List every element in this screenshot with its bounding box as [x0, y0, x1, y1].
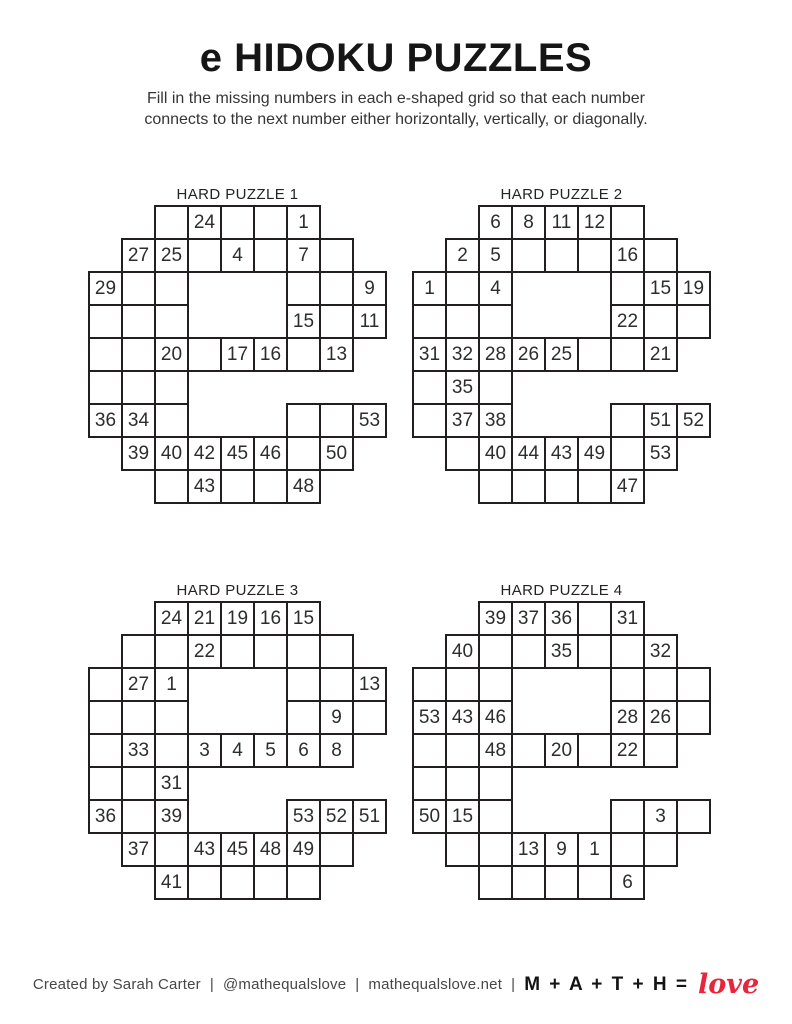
- puzzle-1-cell-r8c2[interactable]: [154, 469, 189, 504]
- puzzle-3-cell-r0c3: 21: [187, 601, 222, 636]
- puzzle-1-cell-r7c2: 40: [154, 436, 189, 471]
- puzzle-4-cell-r2c7[interactable]: [643, 667, 678, 702]
- puzzle-2-cell-r0c5: 12: [577, 205, 612, 240]
- puzzle-2-cell-r8c6: 47: [610, 469, 645, 504]
- puzzle-1-grid: [88, 205, 387, 504]
- puzzle-1-cell-r6c8: 53: [352, 403, 387, 438]
- puzzle-2-cell-r7c3: 44: [511, 436, 546, 471]
- puzzle-2-cell-r6c8: 52: [676, 403, 711, 438]
- puzzle-2-cell-r4c0: 31: [412, 337, 447, 372]
- puzzle-4-cell-r8c2[interactable]: [478, 865, 513, 900]
- footer: [0, 971, 792, 998]
- puzzle-3-cell-r6c2: 39: [154, 799, 189, 834]
- puzzle-2-cell-r0c6[interactable]: [610, 205, 645, 240]
- puzzle-1-cell-r2c1[interactable]: [121, 271, 156, 306]
- puzzle-4-cell-r0c4: 36: [544, 601, 579, 636]
- puzzle-1-cell-r7c6[interactable]: [286, 436, 321, 471]
- puzzle-1-cell-r3c1[interactable]: [121, 304, 156, 339]
- puzzle-1-cell-r6c2[interactable]: [154, 403, 189, 438]
- credit-text: Created by Sarah Carter: [32, 976, 201, 993]
- puzzle-4: [412, 582, 711, 900]
- puzzle-1-cell-r3c2[interactable]: [154, 304, 189, 339]
- puzzle-1-cell-r3c7[interactable]: [319, 304, 354, 339]
- puzzle-4-cell-r5c2[interactable]: [478, 766, 513, 801]
- puzzle-3-cell-r4c2[interactable]: [154, 733, 189, 768]
- separator: |: [209, 976, 214, 993]
- puzzle-2-cell-r7c5: 49: [577, 436, 612, 471]
- puzzle-4-cell-r4c4: 20: [544, 733, 579, 768]
- puzzle-3-cell-r2c8: 13: [352, 667, 387, 702]
- puzzle-4-cell-r6c6[interactable]: [610, 799, 645, 834]
- puzzle-3-cell-r4c5: 5: [253, 733, 288, 768]
- puzzle-2-cell-r3c7[interactable]: [643, 304, 678, 339]
- puzzle-4-cell-r2c8[interactable]: [676, 667, 711, 702]
- puzzle-1-cell-r4c3[interactable]: [187, 337, 222, 372]
- puzzle-1-cell-r7c3: 42: [187, 436, 222, 471]
- puzzle-4-cell-r2c0[interactable]: [412, 667, 447, 702]
- puzzle-4-cell-r0c6: 31: [610, 601, 645, 636]
- puzzle-3-cell-r4c7: 8: [319, 733, 354, 768]
- puzzle-4-cell-r1c4: 35: [544, 634, 579, 669]
- puzzle-2-cell-r4c6[interactable]: [610, 337, 645, 372]
- puzzle-4-cell-r0c5[interactable]: [577, 601, 612, 636]
- puzzle-1-cell-r2c0: 29: [88, 271, 123, 306]
- puzzle-1-cell-r4c6[interactable]: [286, 337, 321, 372]
- puzzle-1-cell-r7c1: 39: [121, 436, 156, 471]
- puzzle-2-cell-r2c0: 1: [412, 271, 447, 306]
- instagram-handle[interactable]: @mathequalslove: [222, 976, 347, 993]
- puzzle-3-cell-r1c6[interactable]: [286, 634, 321, 669]
- puzzle-1-cell-r4c2: 20: [154, 337, 189, 372]
- puzzle-2-cell-r0c2: 6: [478, 205, 513, 240]
- puzzle-3: [88, 582, 387, 900]
- puzzle-1-cell-r1c1: 27: [121, 238, 156, 273]
- puzzle-2-cell-r2c1[interactable]: [445, 271, 480, 306]
- puzzle-4-title: HARD PUZZLE 4: [500, 582, 623, 599]
- puzzle-4-cell-r4c5[interactable]: [577, 733, 612, 768]
- puzzle-4-cell-r8c3[interactable]: [511, 865, 546, 900]
- puzzle-1-cell-r3c6: 15: [286, 304, 321, 339]
- puzzle-4-cell-r6c1: 15: [445, 799, 480, 834]
- puzzle-3-cell-r5c2: 31: [154, 766, 189, 801]
- website-link[interactable]: mathequalslove.net: [368, 976, 503, 993]
- puzzle-3-cell-r8c2: 41: [154, 865, 189, 900]
- puzzle-2-cell-r2c7: 15: [643, 271, 678, 306]
- puzzle-3-cell-r5c1[interactable]: [121, 766, 156, 801]
- puzzle-2-cell-r2c2: 4: [478, 271, 513, 306]
- puzzle-4-cell-r7c4: 9: [544, 832, 579, 867]
- puzzle-2-cell-r3c8[interactable]: [676, 304, 711, 339]
- puzzle-3-cell-r2c6[interactable]: [286, 667, 321, 702]
- puzzle-1-cell-r4c1[interactable]: [121, 337, 156, 372]
- puzzle-4-cell-r4c1[interactable]: [445, 733, 480, 768]
- puzzle-2-cell-r4c2: 28: [478, 337, 513, 372]
- puzzle-4-cell-r5c0[interactable]: [412, 766, 447, 801]
- puzzle-1-cell-r0c3: 24: [187, 205, 222, 240]
- puzzle-4-cell-r6c0: 50: [412, 799, 447, 834]
- puzzle-1-cell-r5c0[interactable]: [88, 370, 123, 405]
- puzzle-3-cell-r7c2[interactable]: [154, 832, 189, 867]
- puzzle-4-cell-r4c6: 22: [610, 733, 645, 768]
- puzzle-3-cell-r7c5: 48: [253, 832, 288, 867]
- puzzle-4-cell-r4c7[interactable]: [643, 733, 678, 768]
- puzzle-3-cell-r3c2[interactable]: [154, 700, 189, 735]
- puzzle-3-cell-r0c6: 15: [286, 601, 321, 636]
- puzzle-2-cell-r1c7[interactable]: [643, 238, 678, 273]
- puzzle-3-cell-r1c1[interactable]: [121, 634, 156, 669]
- puzzle-1-cell-r6c1: 34: [121, 403, 156, 438]
- puzzle-3-cell-r4c6: 6: [286, 733, 321, 768]
- puzzle-4-cell-r3c0: 53: [412, 700, 447, 735]
- puzzle-3-cell-r2c7[interactable]: [319, 667, 354, 702]
- puzzle-3-cell-r2c0[interactable]: [88, 667, 123, 702]
- puzzle-4-cell-r1c6[interactable]: [610, 634, 645, 669]
- puzzle-4-cell-r7c3: 13: [511, 832, 546, 867]
- puzzle-3-cell-r4c4: 4: [220, 733, 255, 768]
- puzzle-2-cell-r4c4: 25: [544, 337, 579, 372]
- puzzle-2-cell-r1c5[interactable]: [577, 238, 612, 273]
- puzzle-3-cell-r3c0[interactable]: [88, 700, 123, 735]
- puzzle-1-cell-r2c8: 9: [352, 271, 387, 306]
- puzzle-3-cell-r6c6: 53: [286, 799, 321, 834]
- puzzle-4-cell-r3c7: 26: [643, 700, 678, 735]
- puzzle-1-cell-r8c5[interactable]: [253, 469, 288, 504]
- puzzle-3-cell-r7c7[interactable]: [319, 832, 354, 867]
- puzzle-3-cell-r7c4: 45: [220, 832, 255, 867]
- puzzle-1-cell-r7c7: 50: [319, 436, 354, 471]
- puzzle-1-cell-r2c6[interactable]: [286, 271, 321, 306]
- puzzle-1-cell-r8c4[interactable]: [220, 469, 255, 504]
- puzzle-2-cell-r8c3[interactable]: [511, 469, 546, 504]
- puzzle-1-cell-r7c5: 46: [253, 436, 288, 471]
- puzzle-1-cell-r7c4: 45: [220, 436, 255, 471]
- math-formula: M + A + T + H =: [524, 973, 689, 995]
- puzzle-1-cell-r1c7[interactable]: [319, 238, 354, 273]
- puzzle-1-cell-r4c0[interactable]: [88, 337, 123, 372]
- puzzle-2-title: HARD PUZZLE 2: [500, 186, 623, 203]
- puzzle-2-cell-r2c8: 19: [676, 271, 711, 306]
- puzzle-2-cell-r2c6[interactable]: [610, 271, 645, 306]
- love-script: love: [698, 969, 760, 1000]
- puzzle-3-cell-r0c5: 16: [253, 601, 288, 636]
- puzzle-2-cell-r0c4: 11: [544, 205, 579, 240]
- puzzle-3-cell-r4c0[interactable]: [88, 733, 123, 768]
- puzzle-1-cell-r0c6: 1: [286, 205, 321, 240]
- instructions-line-2: connects to the next number either horizontally, vertically, or diagonally.: [144, 110, 648, 128]
- puzzle-3-cell-r8c4[interactable]: [220, 865, 255, 900]
- puzzle-4-cell-r6c7: 3: [643, 799, 678, 834]
- puzzle-1-cell-r2c2[interactable]: [154, 271, 189, 306]
- puzzle-4-cell-r7c1[interactable]: [445, 832, 480, 867]
- puzzle-4-cell-r0c2: 39: [478, 601, 513, 636]
- puzzle-4-cell-r2c6[interactable]: [610, 667, 645, 702]
- puzzle-1-cell-r8c6: 48: [286, 469, 321, 504]
- puzzle-2-cell-r3c0[interactable]: [412, 304, 447, 339]
- puzzle-1-cell-r0c4[interactable]: [220, 205, 255, 240]
- puzzle-3-cell-r3c7: 9: [319, 700, 354, 735]
- puzzle-2-cell-r8c4[interactable]: [544, 469, 579, 504]
- puzzle-2-cell-r7c2: 40: [478, 436, 513, 471]
- puzzle-4-cell-r0c3: 37: [511, 601, 546, 636]
- puzzle-3-cell-r1c7[interactable]: [319, 634, 354, 669]
- puzzle-4-cell-r3c1: 43: [445, 700, 480, 735]
- puzzle-4-cell-r3c2: 46: [478, 700, 513, 735]
- puzzle-1-cell-r6c0: 36: [88, 403, 123, 438]
- puzzle-4-cell-r1c3[interactable]: [511, 634, 546, 669]
- puzzle-2-cell-r8c5[interactable]: [577, 469, 612, 504]
- puzzle-4-cell-r7c6[interactable]: [610, 832, 645, 867]
- puzzle-4-cell-r4c2: 48: [478, 733, 513, 768]
- puzzle-1-cell-r1c2: 25: [154, 238, 189, 273]
- puzzle-3-cell-r1c4[interactable]: [220, 634, 255, 669]
- puzzle-3-title: HARD PUZZLE 3: [176, 582, 299, 599]
- puzzle-2-cell-r5c0[interactable]: [412, 370, 447, 405]
- puzzle-4-cell-r7c5: 1: [577, 832, 612, 867]
- puzzle-1-cell-r4c5: 16: [253, 337, 288, 372]
- puzzle-4-cell-r8c5[interactable]: [577, 865, 612, 900]
- puzzle-1-cell-r1c3[interactable]: [187, 238, 222, 273]
- puzzle-2-cell-r0c3: 8: [511, 205, 546, 240]
- puzzle-1-cell-r4c7: 13: [319, 337, 354, 372]
- puzzle-2-cell-r8c2[interactable]: [478, 469, 513, 504]
- puzzle-3-cell-r4c1: 33: [121, 733, 156, 768]
- puzzle-2-cell-r5c1: 35: [445, 370, 480, 405]
- separator: |: [511, 976, 516, 993]
- puzzle-3-cell-r1c5[interactable]: [253, 634, 288, 669]
- puzzle-1-cell-r0c5[interactable]: [253, 205, 288, 240]
- puzzle-1-cell-r1c6: 7: [286, 238, 321, 273]
- puzzle-4-cell-r2c1[interactable]: [445, 667, 480, 702]
- puzzle-4-cell-r3c8[interactable]: [676, 700, 711, 735]
- puzzle-2-cell-r3c6: 22: [610, 304, 645, 339]
- instructions: [0, 89, 792, 130]
- puzzle-4-cell-r8c4[interactable]: [544, 865, 579, 900]
- puzzle-3-cell-r3c6[interactable]: [286, 700, 321, 735]
- puzzle-2-grid: [412, 205, 711, 504]
- puzzle-3-cell-r3c8[interactable]: [352, 700, 387, 735]
- puzzle-2-cell-r6c7: 51: [643, 403, 678, 438]
- puzzle-3-cell-r6c8: 51: [352, 799, 387, 834]
- puzzle-2-cell-r6c6[interactable]: [610, 403, 645, 438]
- puzzle-4-cell-r1c2[interactable]: [478, 634, 513, 669]
- puzzle-3-cell-r8c3[interactable]: [187, 865, 222, 900]
- puzzle-2: [412, 186, 711, 504]
- puzzle-3-cell-r6c7: 52: [319, 799, 354, 834]
- puzzle-4-cell-r2c2[interactable]: [478, 667, 513, 702]
- puzzle-2-cell-r1c3[interactable]: [511, 238, 546, 273]
- puzzle-2-cell-r1c2: 5: [478, 238, 513, 273]
- puzzle-3-cell-r6c0: 36: [88, 799, 123, 834]
- puzzle-4-cell-r6c2[interactable]: [478, 799, 513, 834]
- puzzle-1-cell-r3c0[interactable]: [88, 304, 123, 339]
- puzzle-1: [88, 186, 387, 504]
- instructions-line-1: Fill in the missing numbers in each e-shaped grid so that each number: [146, 90, 646, 107]
- puzzle-1-cell-r3c8: 11: [352, 304, 387, 339]
- puzzle-2-cell-r4c7: 21: [643, 337, 678, 372]
- puzzle-3-cell-r2c2: 1: [154, 667, 189, 702]
- puzzle-3-cell-r0c4: 19: [220, 601, 255, 636]
- puzzle-4-cell-r3c6: 28: [610, 700, 645, 735]
- separator: |: [355, 976, 360, 993]
- puzzle-2-cell-r3c2[interactable]: [478, 304, 513, 339]
- puzzle-2-cell-r7c1[interactable]: [445, 436, 480, 471]
- puzzle-2-cell-r1c4[interactable]: [544, 238, 579, 273]
- puzzle-1-cell-r4c4: 17: [220, 337, 255, 372]
- puzzle-3-cell-r7c3: 43: [187, 832, 222, 867]
- puzzle-3-grid: [88, 601, 387, 900]
- puzzle-3-cell-r8c6[interactable]: [286, 865, 321, 900]
- puzzle-2-cell-r4c5[interactable]: [577, 337, 612, 372]
- puzzle-1-cell-r1c4: 4: [220, 238, 255, 273]
- puzzle-3-cell-r1c2[interactable]: [154, 634, 189, 669]
- puzzle-1-cell-r8c3: 43: [187, 469, 222, 504]
- puzzle-2-cell-r6c1: 37: [445, 403, 480, 438]
- puzzle-3-cell-r7c6: 49: [286, 832, 321, 867]
- puzzle-2-cell-r7c4: 43: [544, 436, 579, 471]
- puzzle-1-cell-r5c1[interactable]: [121, 370, 156, 405]
- puzzle-1-title: HARD PUZZLE 1: [176, 186, 299, 203]
- puzzle-3-cell-r3c1[interactable]: [121, 700, 156, 735]
- puzzle-3-cell-r6c1[interactable]: [121, 799, 156, 834]
- puzzle-3-cell-r1c3: 22: [187, 634, 222, 669]
- puzzle-2-cell-r3c1[interactable]: [445, 304, 480, 339]
- puzzle-2-cell-r4c3: 26: [511, 337, 546, 372]
- puzzle-2-cell-r1c1: 2: [445, 238, 480, 273]
- puzzle-1-cell-r5c2[interactable]: [154, 370, 189, 405]
- puzzle-4-cell-r1c7: 32: [643, 634, 678, 669]
- puzzle-3-cell-r5c0[interactable]: [88, 766, 123, 801]
- puzzle-3-cell-r2c1: 27: [121, 667, 156, 702]
- puzzle-4-cell-r1c5[interactable]: [577, 634, 612, 669]
- page-title: e HIDOKU PUZZLES: [199, 36, 593, 80]
- puzzle-2-cell-r7c7: 53: [643, 436, 678, 471]
- puzzle-3-cell-r8c5[interactable]: [253, 865, 288, 900]
- puzzle-2-cell-r6c0[interactable]: [412, 403, 447, 438]
- puzzle-3-cell-r7c1: 37: [121, 832, 156, 867]
- puzzle-4-cell-r4c0[interactable]: [412, 733, 447, 768]
- puzzle-1-cell-r0c2[interactable]: [154, 205, 189, 240]
- puzzle-4-cell-r6c8[interactable]: [676, 799, 711, 834]
- puzzle-2-cell-r5c2[interactable]: [478, 370, 513, 405]
- puzzle-4-cell-r7c7[interactable]: [643, 832, 678, 867]
- puzzle-1-cell-r6c7[interactable]: [319, 403, 354, 438]
- puzzle-4-cell-r7c2[interactable]: [478, 832, 513, 867]
- puzzle-3-cell-r0c2: 24: [154, 601, 189, 636]
- puzzle-2-cell-r6c2: 38: [478, 403, 513, 438]
- puzzle-4-cell-r4c3[interactable]: [511, 733, 546, 768]
- puzzle-4-cell-r1c1: 40: [445, 634, 480, 669]
- puzzle-1-cell-r6c6[interactable]: [286, 403, 321, 438]
- puzzle-2-cell-r7c6[interactable]: [610, 436, 645, 471]
- puzzle-2-cell-r1c6: 16: [610, 238, 645, 273]
- puzzle-4-cell-r8c6: 6: [610, 865, 645, 900]
- puzzle-3-cell-r4c3: 3: [187, 733, 222, 768]
- puzzle-1-cell-r2c7[interactable]: [319, 271, 354, 306]
- puzzle-4-cell-r5c1[interactable]: [445, 766, 480, 801]
- puzzle-4-grid: [412, 601, 711, 900]
- puzzle-1-cell-r1c5[interactable]: [253, 238, 288, 273]
- puzzle-2-cell-r4c1: 32: [445, 337, 480, 372]
